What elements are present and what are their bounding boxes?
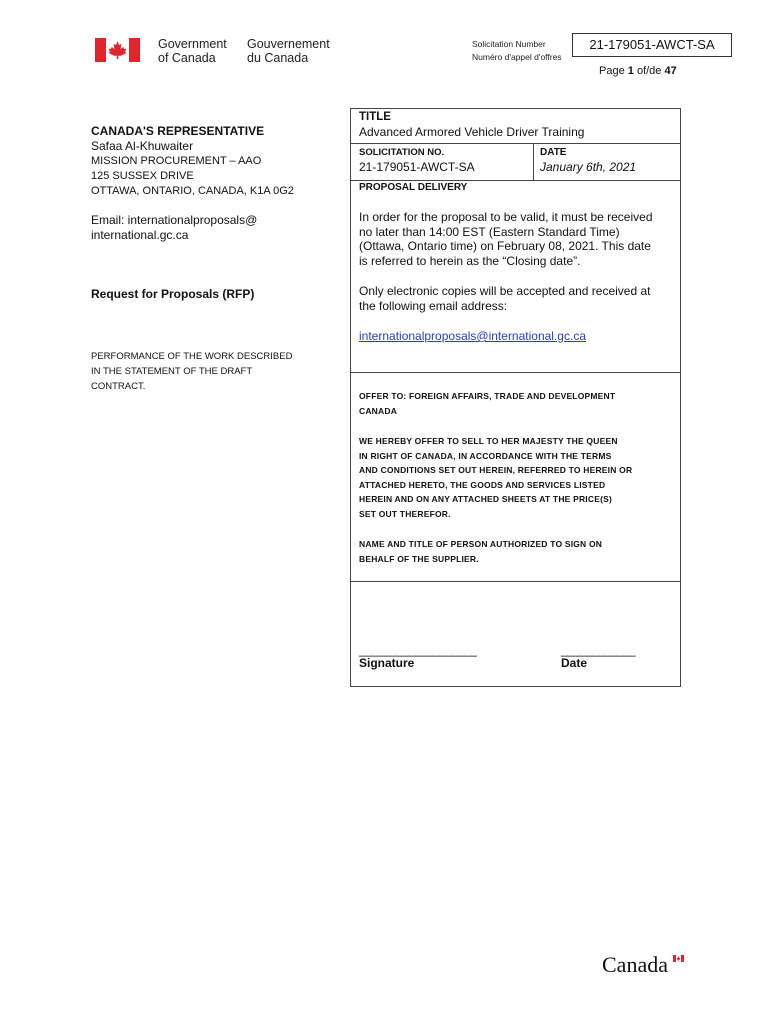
signature-label: Signature — [359, 656, 415, 670]
performance-line2: IN THE STATEMENT OF THE DRAFT — [91, 366, 253, 377]
delivery-paragraph-1-line4: is referred to herein as the “Closing date”. — [359, 253, 581, 268]
representative-address-line2: MISSION PROCUREMENT – AAO — [91, 155, 262, 167]
solicitation-number-box: 21-179051-AWCT-SA — [572, 33, 732, 57]
gov-en-line1: Government — [158, 37, 227, 51]
title-label: TITLE — [359, 111, 391, 123]
gov-fr-line1: Gouvernement — [247, 37, 330, 51]
page-prefix: Page — [599, 65, 625, 77]
gov-fr-line2: du Canada — [247, 51, 309, 65]
delivery-paragraph-2-line2: the following email address: — [359, 298, 508, 313]
divider — [533, 143, 534, 181]
signature-line[interactable]: ___________________ — [359, 643, 477, 657]
proposal-delivery-label: PROPOSAL DELIVERY — [359, 182, 468, 193]
signature-date-line[interactable]: ____________ — [561, 643, 636, 657]
page-total: 47 — [664, 65, 677, 77]
performance-line1: PERFORMANCE OF THE WORK DESCRIBED — [91, 351, 293, 362]
title-value: Advanced Armored Vehicle Driver Training — [359, 125, 585, 139]
representative-address-line4: OTTAWA, ONTARIO, CANADA, K1A 0G2 — [91, 185, 294, 197]
delivery-paragraph-1-line1: In order for the proposal to be valid, it must be received — [359, 210, 653, 224]
delivery-paragraph-1-line2: no later than 14:00 EST (Eastern Standard Time) — [359, 224, 620, 239]
divider — [351, 372, 680, 373]
gov-en-line2: of Canada — [158, 51, 216, 65]
offer-statement-line4: ATTACHED HERETO, THE GOODS AND SERVICES LISTED — [359, 479, 606, 490]
offer-statement-line6: SET OUT THEREFOR. — [359, 508, 451, 519]
government-of-canada-fr — [247, 37, 330, 65]
date-value: January 6th, 2021 — [540, 160, 637, 174]
canada-wordmark-flag-icon — [673, 955, 684, 962]
page-current: 1 — [627, 65, 634, 77]
offer-statement-line3: AND CONDITIONS SET OUT HEREIN, REFERRED TO HEREIN OR — [359, 465, 633, 475]
offer-statement-line1: WE HEREBY OFFER TO SELL TO HER MAJESTY THE QUEEN — [359, 436, 618, 446]
signature-date-label: Date — [561, 656, 588, 670]
proposal-form-box — [350, 108, 681, 687]
solicitation-number-label-en: Solicitation Number — [472, 39, 546, 49]
canada-wordmark: Canada — [602, 952, 668, 977]
offer-statement-line5: HEREIN AND ON ANY ATTACHED SHEETS AT THE PRICE(S) — [359, 494, 613, 504]
solicitation-number-label-fr: Numéro d'appel d'offres — [472, 52, 562, 62]
authorized-person-line2: BEHALF OF THE SUPPLIER. — [359, 553, 479, 564]
delivery-paragraph-2-line1: Only electronic copies will be accepted and received at — [359, 284, 651, 298]
solicitation-no-label: SOLICITATION NO. — [359, 147, 445, 158]
date-label: DATE — [540, 147, 567, 158]
authorized-person-line1: NAME AND TITLE OF PERSON AUTHORIZED TO SIGN ON — [359, 539, 603, 549]
proposal-email-link[interactable]: internationalproposals@international.gc.ca — [359, 329, 586, 343]
page-indicator — [599, 65, 677, 77]
offer-to-line2: CANADA — [359, 405, 398, 416]
delivery-paragraph-1-line3: (Ottawa, Ontario time) on February 08, 2021. This date — [359, 239, 651, 253]
page-separator: of/de — [636, 65, 662, 77]
offer-statement-line2: IN RIGHT OF CANADA, IN ACCORDANCE WITH THE TERMS — [359, 450, 612, 461]
solicitation-number-labels — [472, 38, 562, 64]
rfp-label: Request for Proposals (RFP) — [91, 287, 255, 301]
divider — [351, 143, 680, 144]
offer-to-line1: OFFER TO: FOREIGN AFFAIRS, TRADE AND DEVELOPMENT — [359, 391, 616, 401]
representative-email-line1: Email: internationalproposals@ — [91, 213, 258, 227]
representative-name: Safaa Al-Khuwaiter — [91, 139, 194, 153]
divider — [351, 581, 680, 582]
representative-heading: CANADA'S REPRESENTATIVE — [91, 124, 265, 138]
performance-line3: CONTRACT. — [91, 381, 146, 392]
solicitation-no-value: 21-179051-AWCT-SA — [359, 160, 475, 174]
representative-address-line3: 125 SUSSEX DRIVE — [91, 170, 194, 182]
representative-email-line2: international.gc.ca — [91, 228, 189, 242]
government-of-canada-en — [158, 37, 227, 65]
canada-flag-icon — [95, 38, 140, 62]
